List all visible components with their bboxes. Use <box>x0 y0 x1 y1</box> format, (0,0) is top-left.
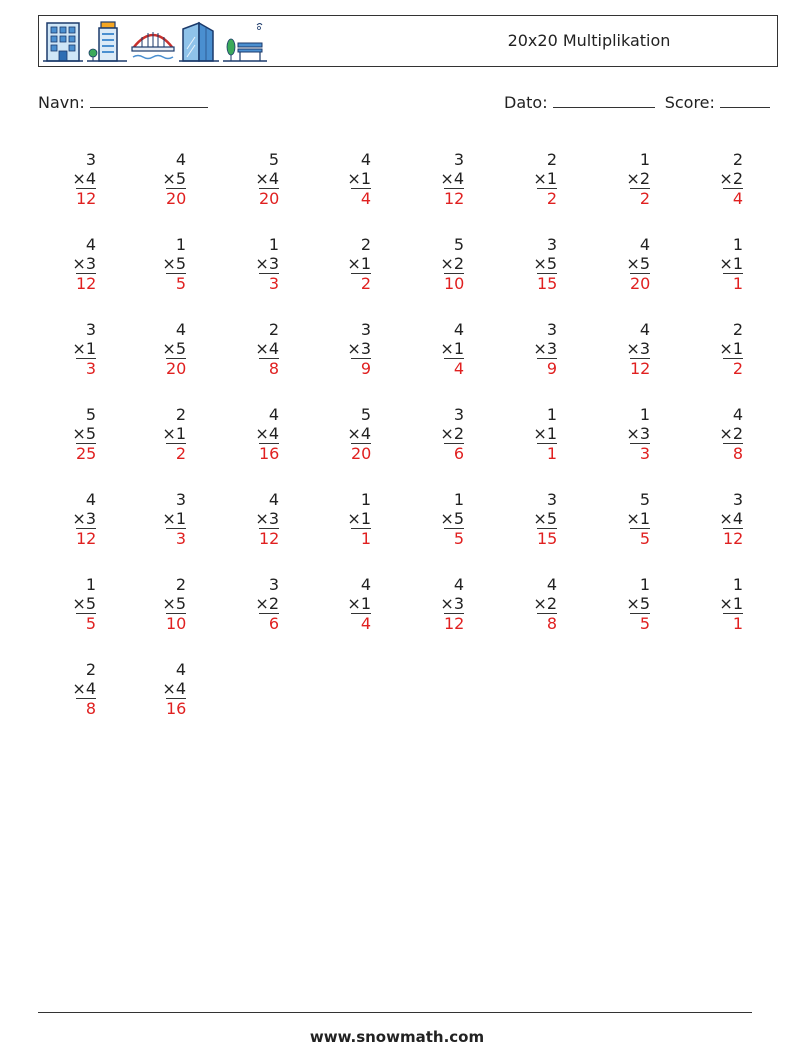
multiplier: ×2 <box>440 424 464 443</box>
answer: 12 <box>444 614 465 633</box>
multiplicand: 1 <box>732 575 743 594</box>
header-icons <box>43 18 267 64</box>
date-score-fields <box>504 93 770 112</box>
multiplication-problem <box>683 150 743 208</box>
multiplicand: 1 <box>85 575 96 594</box>
multiplication-problem <box>497 150 557 208</box>
multiplication-problem <box>36 150 96 208</box>
multiplicand: 4 <box>639 320 650 339</box>
answer: 20 <box>166 359 187 378</box>
multiplication-problem <box>126 660 186 718</box>
multiplicand: 5 <box>268 150 279 169</box>
multiplicand: 1 <box>639 575 650 594</box>
multiplicand: 1 <box>360 490 371 509</box>
score-label: Score: <box>664 93 715 112</box>
multiplicand: 3 <box>85 150 96 169</box>
answer: 1 <box>723 613 743 633</box>
multiplication-problem <box>219 320 279 378</box>
multiplication-problem <box>36 320 96 378</box>
multiplication-problem <box>311 575 371 633</box>
multiplication-problem <box>683 320 743 378</box>
answer: 2 <box>723 358 743 378</box>
multiplicand: 3 <box>546 490 557 509</box>
multiplier: ×3 <box>440 594 464 613</box>
multiplicand: 2 <box>175 405 186 424</box>
multiplicand: 2 <box>268 320 279 339</box>
multiplicand: 1 <box>175 235 186 254</box>
multiplier: ×1 <box>719 254 743 273</box>
multiplicand: 2 <box>732 320 743 339</box>
answer: 12 <box>76 274 97 293</box>
multiplicand: 1 <box>453 490 464 509</box>
multiplication-problem <box>219 405 279 463</box>
answer: 2 <box>630 188 650 208</box>
multiplier: ×1 <box>719 594 743 613</box>
multiplier: ×1 <box>440 339 464 358</box>
name-blank[interactable] <box>90 93 208 108</box>
multiplier: ×3 <box>626 339 650 358</box>
multiplicand: 1 <box>639 405 650 424</box>
multiplier: ×1 <box>533 424 557 443</box>
multiplication-problem <box>497 575 557 633</box>
multiplication-problem <box>683 575 743 633</box>
multiplication-problem <box>311 235 371 293</box>
multiplicand: 3 <box>546 320 557 339</box>
answer: 9 <box>351 358 371 378</box>
multiplier: ×3 <box>626 424 650 443</box>
answer: 15 <box>537 274 558 293</box>
multiplier: ×4 <box>162 679 186 698</box>
date-label: Dato: <box>504 93 548 112</box>
answer: 4 <box>723 188 743 208</box>
answer: 25 <box>76 444 97 463</box>
multiplication-problem <box>36 575 96 633</box>
multiplication-problem <box>126 320 186 378</box>
multiplicand: 1 <box>546 405 557 424</box>
name-field <box>38 93 208 112</box>
multiplier: ×1 <box>347 509 371 528</box>
answer: 2 <box>351 273 371 293</box>
answer: 5 <box>76 613 96 633</box>
multiplication-problem <box>590 235 650 293</box>
multiplication-problem <box>219 150 279 208</box>
date-blank[interactable] <box>553 93 655 108</box>
answer: 12 <box>630 359 651 378</box>
multiplier: ×4 <box>440 169 464 188</box>
answer: 8 <box>259 358 279 378</box>
multiplication-problem <box>683 490 743 548</box>
multiplication-problem <box>404 150 464 208</box>
multiplicand: 3 <box>732 490 743 509</box>
multiplier: ×4 <box>255 339 279 358</box>
answer: 4 <box>351 613 371 633</box>
answer: 4 <box>444 358 464 378</box>
multiplier: ×3 <box>255 509 279 528</box>
multiplier: ×1 <box>533 169 557 188</box>
bridge-icon <box>131 19 175 63</box>
multiplication-problem <box>36 235 96 293</box>
multiplicand: 5 <box>639 490 650 509</box>
multiplicand: 2 <box>546 150 557 169</box>
answer: 2 <box>537 188 557 208</box>
worksheet-title: 20x20 Multiplikation <box>507 31 671 50</box>
multiplier: ×1 <box>347 594 371 613</box>
multiplicand: 3 <box>453 150 464 169</box>
multiplication-problem <box>36 405 96 463</box>
multiplier: ×4 <box>255 169 279 188</box>
multiplicand: 3 <box>360 320 371 339</box>
score-field <box>665 93 770 112</box>
answer: 8 <box>76 698 96 718</box>
answer: 12 <box>76 189 97 208</box>
answer: 5 <box>630 528 650 548</box>
multiplier: ×5 <box>440 509 464 528</box>
multiplier: ×4 <box>255 424 279 443</box>
glass-skyscraper-icon <box>179 19 219 63</box>
multiplier: ×5 <box>162 339 186 358</box>
answer: 20 <box>630 274 651 293</box>
multiplier: ×4 <box>72 679 96 698</box>
multiplication-problem <box>126 490 186 548</box>
multiplication-problem <box>404 235 464 293</box>
answer: 1 <box>537 443 557 463</box>
multiplication-problem <box>311 490 371 548</box>
multiplier: ×1 <box>719 339 743 358</box>
answer: 12 <box>723 529 744 548</box>
answer: 15 <box>537 529 558 548</box>
multiplier: ×1 <box>72 339 96 358</box>
answer: 3 <box>166 528 186 548</box>
multiplicand: 1 <box>639 150 650 169</box>
answer: 5 <box>444 528 464 548</box>
multiplicand: 4 <box>360 150 371 169</box>
multiplication-problem <box>311 150 371 208</box>
answer: 20 <box>166 189 187 208</box>
answer: 5 <box>166 273 186 293</box>
answer: 16 <box>259 444 280 463</box>
multiplication-problem <box>497 405 557 463</box>
multiplier: ×5 <box>533 509 557 528</box>
multiplicand: 3 <box>546 235 557 254</box>
answer: 20 <box>259 189 280 208</box>
multiplier: ×2 <box>533 594 557 613</box>
multiplicand: 1 <box>732 235 743 254</box>
multiplicand: 4 <box>85 490 96 509</box>
multiplication-problem <box>404 490 464 548</box>
multiplication-problem <box>311 320 371 378</box>
multiplication-problem <box>404 320 464 378</box>
multiplicand: 4 <box>85 235 96 254</box>
date-field <box>504 93 655 112</box>
multiplicand: 3 <box>85 320 96 339</box>
multiplier: ×2 <box>255 594 279 613</box>
tower-building-icon <box>87 19 127 63</box>
answer: 6 <box>444 443 464 463</box>
multiplier: ×5 <box>162 594 186 613</box>
answer: 9 <box>537 358 557 378</box>
multiplication-problem <box>219 575 279 633</box>
footer-divider <box>38 1012 752 1013</box>
name-label: Navn: <box>38 93 85 112</box>
multiplication-problem <box>590 490 650 548</box>
multiplication-problem <box>126 575 186 633</box>
multiplier: ×5 <box>162 169 186 188</box>
answer: 1 <box>723 273 743 293</box>
multiplicand: 4 <box>639 235 650 254</box>
multiplier: ×4 <box>719 509 743 528</box>
park-bench-icon <box>223 19 267 63</box>
worksheet-header <box>38 15 778 67</box>
multiplication-problem <box>219 490 279 548</box>
answer: 8 <box>537 613 557 633</box>
multiplication-problem <box>683 235 743 293</box>
answer: 16 <box>166 699 187 718</box>
multiplier: ×5 <box>626 594 650 613</box>
answer: 12 <box>259 529 280 548</box>
multiplication-problem <box>590 150 650 208</box>
answer: 12 <box>444 189 465 208</box>
multiplication-problem <box>404 575 464 633</box>
multiplicand: 5 <box>85 405 96 424</box>
answer: 5 <box>630 613 650 633</box>
multiplicand: 2 <box>360 235 371 254</box>
multiplier: ×2 <box>719 169 743 188</box>
multiplicand: 4 <box>268 405 279 424</box>
multiplicand: 3 <box>453 405 464 424</box>
multiplication-problem <box>126 150 186 208</box>
multiplier: ×1 <box>347 169 371 188</box>
multiplication-problem <box>311 405 371 463</box>
multiplier: ×1 <box>347 254 371 273</box>
multiplier: ×2 <box>626 169 650 188</box>
answer: 12 <box>76 529 97 548</box>
multiplicand: 4 <box>546 575 557 594</box>
answer: 4 <box>351 188 371 208</box>
multiplicand: 2 <box>175 575 186 594</box>
multiplication-problem <box>36 660 96 718</box>
multiplier: ×3 <box>255 254 279 273</box>
multiplicand: 3 <box>175 490 186 509</box>
multiplier: ×1 <box>162 424 186 443</box>
multiplicand: 4 <box>175 660 186 679</box>
multiplication-problem <box>497 490 557 548</box>
multiplicand: 4 <box>268 490 279 509</box>
multiplier: ×3 <box>72 509 96 528</box>
multiplication-problem <box>404 405 464 463</box>
multiplier: ×5 <box>72 594 96 613</box>
multiplier: ×1 <box>626 509 650 528</box>
multiplication-problem <box>590 575 650 633</box>
multiplication-problem <box>590 405 650 463</box>
multiplier: ×5 <box>626 254 650 273</box>
multiplier: ×3 <box>72 254 96 273</box>
multiplicand: 2 <box>732 150 743 169</box>
answer: 3 <box>259 273 279 293</box>
answer: 1 <box>351 528 371 548</box>
multiplicand: 3 <box>268 575 279 594</box>
multiplier: ×3 <box>533 339 557 358</box>
multiplication-problem <box>497 235 557 293</box>
multiplication-problem <box>126 405 186 463</box>
multiplication-problem <box>126 235 186 293</box>
answer: 8 <box>723 443 743 463</box>
answer: 20 <box>351 444 372 463</box>
multiplier: ×1 <box>162 509 186 528</box>
multiplicand: 4 <box>453 575 464 594</box>
multiplier: ×4 <box>72 169 96 188</box>
footer-url: www.snowmath.com <box>309 1028 485 1046</box>
multiplier: ×5 <box>162 254 186 273</box>
multiplicand: 2 <box>85 660 96 679</box>
multiplier: ×3 <box>347 339 371 358</box>
multiplicand: 5 <box>453 235 464 254</box>
multiplier: ×5 <box>533 254 557 273</box>
multiplication-problem <box>36 490 96 548</box>
multiplier: ×2 <box>440 254 464 273</box>
multiplier: ×5 <box>72 424 96 443</box>
multiplicand: 4 <box>175 150 186 169</box>
multiplicand: 4 <box>175 320 186 339</box>
multiplier: ×4 <box>347 424 371 443</box>
multiplication-problem <box>219 235 279 293</box>
answer: 10 <box>166 614 187 633</box>
multiplicand: 5 <box>360 405 371 424</box>
multiplication-problem <box>590 320 650 378</box>
answer: 3 <box>76 358 96 378</box>
office-building-icon <box>43 19 83 63</box>
multiplicand: 4 <box>453 320 464 339</box>
multiplicand: 4 <box>732 405 743 424</box>
multiplication-problem <box>683 405 743 463</box>
answer: 6 <box>259 613 279 633</box>
answer: 2 <box>166 443 186 463</box>
multiplier: ×2 <box>719 424 743 443</box>
answer: 10 <box>444 274 465 293</box>
multiplicand: 1 <box>268 235 279 254</box>
multiplicand: 4 <box>360 575 371 594</box>
answer: 3 <box>630 443 650 463</box>
score-blank[interactable] <box>720 93 770 108</box>
multiplication-problem <box>497 320 557 378</box>
